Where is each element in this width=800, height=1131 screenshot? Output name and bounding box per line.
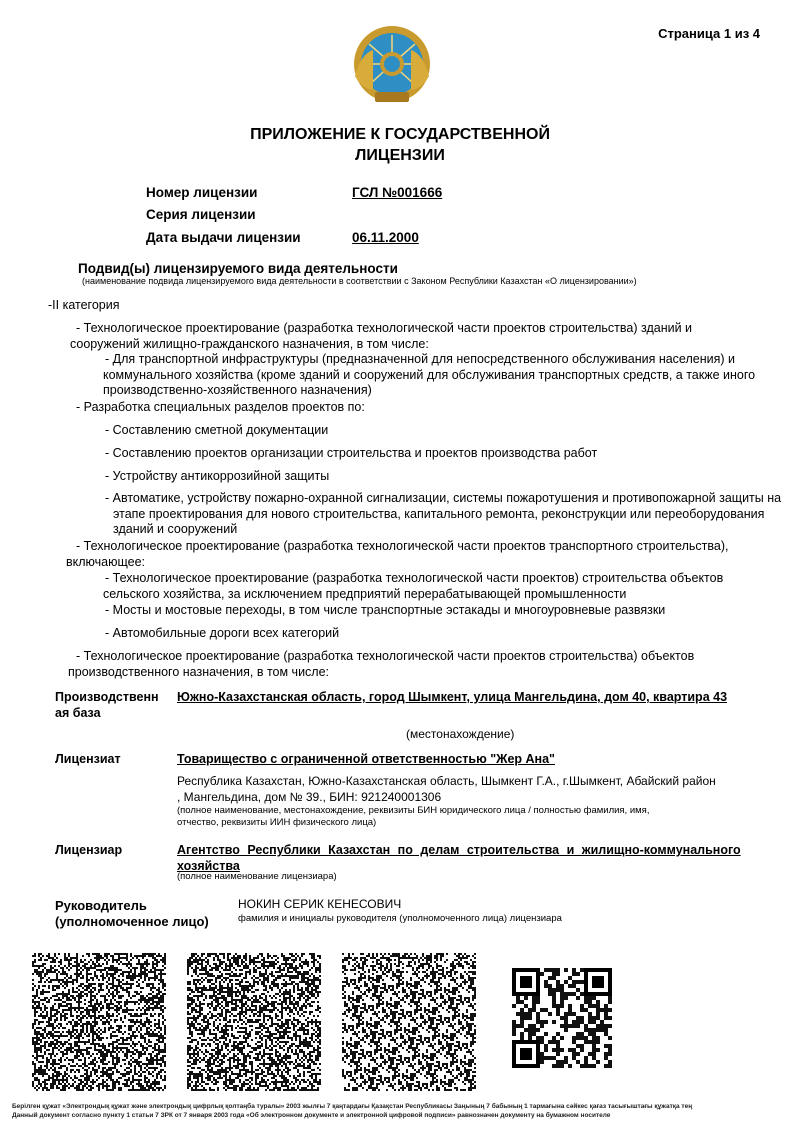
license-series-label: Серия лицензии: [146, 207, 256, 222]
list-item: - Разработка специальных разделов проектов по:: [76, 400, 365, 414]
licensee-address: Республика Казахстан, Южно-Казахстанская область, Шымкент Г.А., г.Шымкент, Абайский район , Мангельдина, дом № 39., БИН: 921240001306: [177, 774, 716, 804]
list-item: - Технологическое проектирование (разработка технологической части проектов строительства) объектов производственного назначения, в том числе:: [68, 649, 695, 679]
category-item: -II категория: [48, 298, 120, 312]
license-number-value: ГСЛ №001666: [352, 185, 443, 200]
document-title: [0, 124, 800, 166]
state-emblem-icon: [351, 24, 433, 106]
list-item: - Мосты и мостовые переходы, в том числе транспортные эстакады и многоуровневые развязки: [105, 603, 666, 617]
licensor-name: Агентство Республики Казахстан по делам строительства и жилищно-коммунального хозяйства: [177, 843, 741, 873]
2d-barcode-icon: [342, 953, 476, 1091]
location-caption: (местонахождение): [406, 727, 515, 741]
list-item: - Автомобильные дороги всех категорий: [105, 626, 340, 640]
list-item: - Технологическое проектирование (разработка технологической части проектов строительства) зданий и сооружений жилищно-гражданского назначения, в том числе:: [70, 321, 693, 351]
production-base-label: Производственн ая база: [55, 690, 159, 720]
list-item: - Устройству антикоррозийной защиты: [105, 469, 330, 483]
list-item: - Составлению сметной документации: [105, 423, 329, 437]
title-line: ПРИЛОЖЕНИЕ К ГОСУДАРСТВЕННОЙ: [250, 126, 550, 143]
2d-barcode-icon: [32, 953, 166, 1091]
page-number: Страница 1 из 4: [658, 26, 760, 41]
subtypes-title: Подвид(ы) лицензируемого вида деятельности: [78, 261, 398, 276]
category-label: II категория: [52, 298, 120, 312]
license-number-label: Номер лицензии: [146, 185, 258, 200]
list-item: - Технологическое проектирование (разработка технологической части проектов) строительства объектов сельского хозяйства, за исключением предприятий перерабатывающей промышленности: [103, 571, 724, 601]
head-name: НОКИН СЕРИК КЕНЕСОВИЧ: [238, 897, 402, 911]
licensee-name: Товарищество с ограниченной ответственностью "Жер Ана": [177, 752, 555, 766]
list-item: - Технологическое проектирование (разработка технологической части проектов транспортного строительства), включающее:: [66, 539, 729, 569]
list-item: - Автоматике, устройству пожарно-охранной сигнализации, системы пожаротушения и противопожарной защиты на этапе проектирования для нового строительства, капитального ремонта, реконструкции или переоборудования зданий и сооружений: [105, 491, 782, 536]
head-caption: фамилия и инициалы руководителя (уполномоченного лица) лицензиара: [238, 913, 562, 924]
licensee-caption: (полное наименование, местонахождение, реквизиты БИН юридического лица / полностью фамилия, имя, отчество, реквизиты ИИН физического лица): [177, 805, 650, 828]
license-date-label: Дата выдачи лицензии: [146, 230, 301, 245]
head-label: Руководитель (уполномоченное лицо): [55, 898, 209, 929]
title-line: ЛИЦЕНЗИИ: [355, 147, 445, 164]
licensee-label: Лицензиат: [55, 752, 121, 766]
qr-code-icon: [512, 968, 612, 1068]
list-item: - Для транспортной инфраструктуры (предназначенной для непосредственного обслуживания населения) и коммунального хозяйства (кроме зданий и сооружений для обслуживания транспортных средств, а также иного производственно-хозяйственного назначения): [103, 352, 756, 397]
licensor-label: Лицензиар: [55, 843, 123, 857]
2d-barcode-icon: [187, 953, 321, 1091]
list-item: - Составлению проектов организации строительства и проектов производства работ: [105, 446, 598, 460]
licensor-caption: (полное наименование лицензиара): [177, 871, 337, 882]
license-date-value: 06.11.2000: [352, 230, 419, 245]
production-base-address: Южно-Казахстанская область, город Шымкент, улица Мангельдина, дом 40, квартира 43: [177, 690, 728, 704]
footer-notice: Берілген құжат «Электрондық құжат және электрондық цифрлық қолтаңба туралы» 2003 жылғы 7 қаңтардағы Қазақстан Республикасы Заңының 7 бабының 1 тармағына сәйкес қағаз тасығыштағы құжатқа тең Данный документ согласно пункту 1 статьи 7 ЗРК от 7 января 2003 года «Об электронном документе и электронной цифровой подписи» равнозначен документу на бумажном носителе: [12, 1103, 693, 1119]
subtypes-note: (наименование подвида лицензируемого вида деятельности в соответствии с Законом Республики Казахстан «О лицензировании»): [82, 276, 637, 286]
